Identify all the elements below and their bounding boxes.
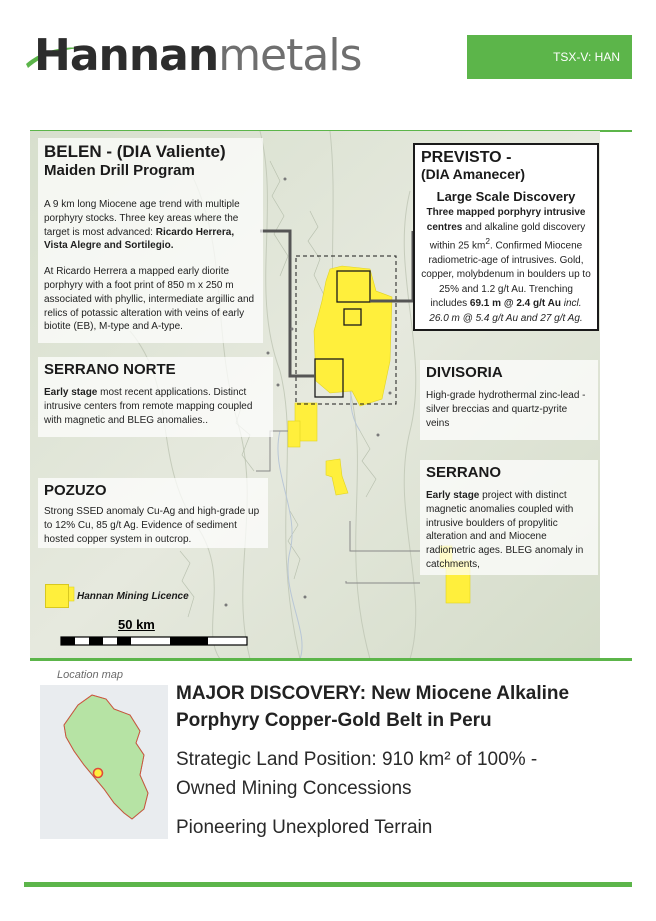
previsto-panel	[413, 143, 599, 331]
serrano-norte-text: Early stage most recent applications. Distinct intrusive centers from remote mapping coupled with magnetic and BLEG anomalies..	[44, 387, 253, 426]
pozuzo-text: Strong SSED anomaly Cu-Ag and high-grade up to 12% Cu, 85 g/t Ag. Evidence of sediment hosted copper system in outcrop.	[44, 506, 260, 545]
divisoria-panel	[420, 360, 598, 440]
previsto-text: Three mapped porphyry intrusive centres and alkaline gold discovery within 25 $km^2$. Confirmed Miocene radiometric-age of intrusives. Gold, copper, molybdenum in boulders up to 25% and 1.2 g/t Au. Trenching includes 69.1 m @ 2.4 g/t Au incl. 26.0 m @ 5.4 g/t Au and 27 g/t Ag.	[421, 207, 591, 324]
logo-wordmark: Hannanmetals	[34, 30, 362, 81]
company-logo	[24, 24, 404, 84]
belen-title: BELEN - (DIA Valiente)	[44, 142, 226, 161]
land-position-statement: Strategic Land Position: 910 km² of 100% - Owned Mining Concessions	[176, 749, 538, 799]
serrano-title: SERRANO	[426, 464, 502, 481]
project-location-marker	[94, 769, 103, 778]
location-map	[40, 667, 168, 839]
licence-swatch	[45, 584, 69, 608]
belen-ricardo-herrera: At Ricardo Herrera a mapped early diorite porphyry with a foot print of 850 m x 250 m associated with phyllic, intermediate argillic and relics of potassic alteration with veins of early biotite (EB), M-type and A-type.	[44, 266, 255, 333]
serrano-panel	[420, 460, 598, 575]
scale-bar-graphic	[60, 634, 250, 648]
divisoria-title: DIVISORIA	[426, 364, 503, 381]
belen-description: A 9 km long Miocene age trend with multiple porphyry stocks. Three key areas where the target is most advanced: Ricardo Herrera, Vista Alegre and Sortilegio.	[44, 199, 240, 252]
serrano-norte-panel	[38, 357, 273, 437]
belen-panel	[38, 138, 263, 343]
previsto-title: PREVISTO -	[421, 149, 512, 166]
peru-outline-map	[40, 685, 168, 839]
headline: MAJOR DISCOVERY: New Miocene Alkaline Porphyry Copper-Gold Belt in Peru	[176, 683, 570, 731]
terrain-statement: Pioneering Unexplored Terrain	[176, 817, 433, 838]
scale-label: 50 km	[118, 617, 155, 632]
serrano-text: Early stage project with distinct magnetic anomalies coupled with intrusive boulders of propylitic alteration and and Miocene radiometric ages. BLEG anomaly in catchments,	[426, 490, 584, 570]
footer-rule	[24, 882, 632, 887]
ticker-badge: TSX-V: HAN	[467, 35, 632, 79]
map-bottom-rule	[30, 658, 632, 661]
map-legend	[45, 582, 189, 610]
legend-label: Hannan Mining Licence	[77, 590, 189, 602]
pozuzo-panel	[38, 478, 268, 548]
pozuzo-title: POZUZO	[44, 482, 107, 499]
divisoria-text: High-grade hydrothermal zinc-lead -silver breccias and quartz-pyrite veins	[426, 390, 586, 429]
location-map-title: Location map	[57, 669, 124, 681]
previsto-discovery-label: Large Scale Discovery	[436, 189, 576, 204]
belen-subtitle: Maiden Drill Program	[44, 162, 195, 179]
serrano-norte-title: SERRANO NORTE	[44, 361, 176, 378]
scale-bar	[60, 617, 250, 649]
previsto-subtitle: (DIA Amanecer)	[421, 166, 525, 182]
